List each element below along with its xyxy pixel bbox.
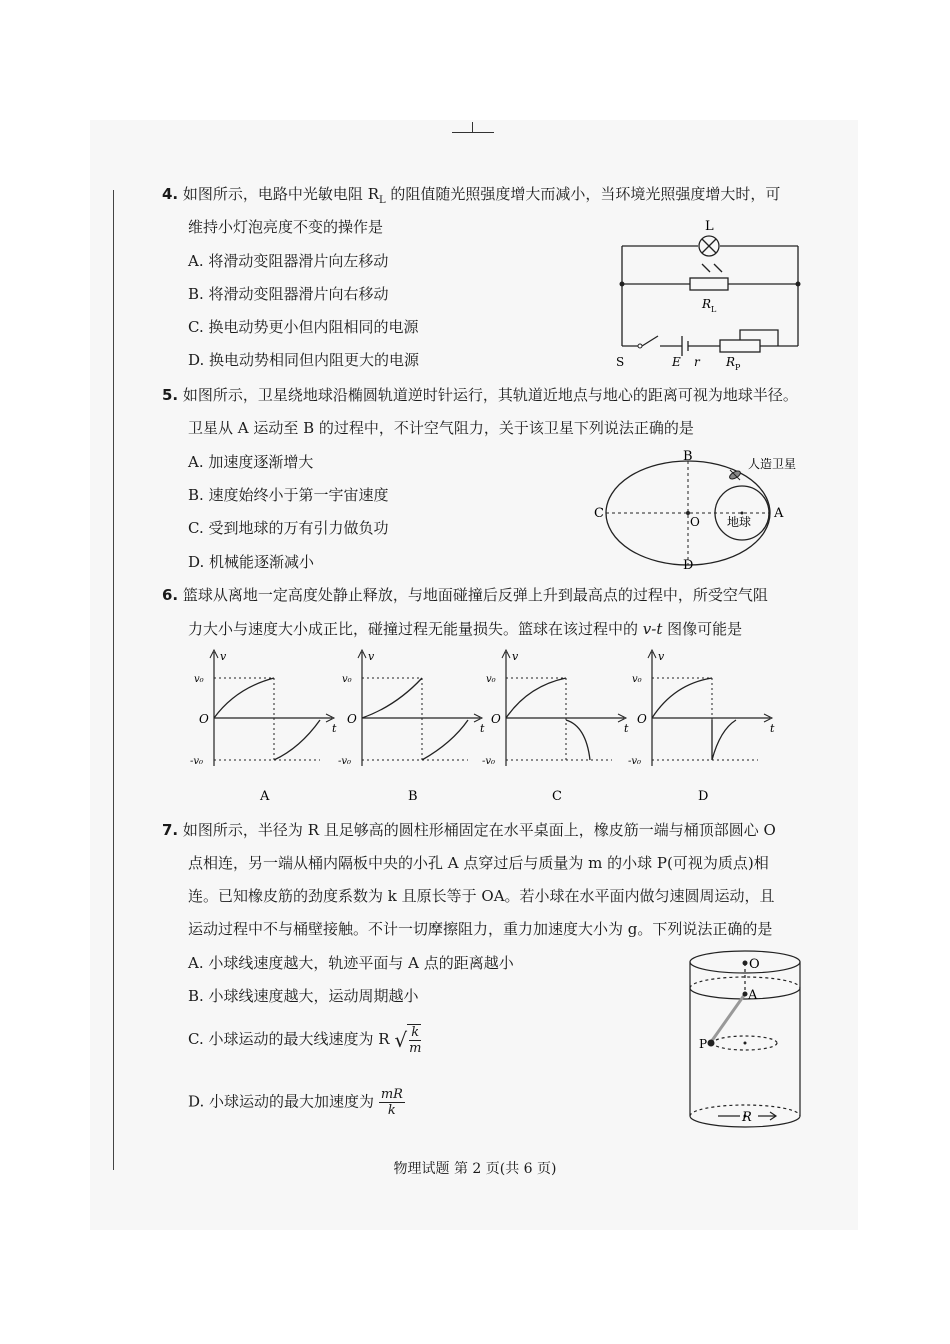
margin-rule (113, 190, 114, 1170)
v0-label: v₀ (486, 674, 496, 685)
rheostat-icon (720, 340, 760, 352)
origin-label: O (637, 712, 647, 726)
vt-graph-c[interactable] (482, 648, 632, 808)
cylinder-diagram (680, 946, 810, 1136)
rp-sub-label: P (735, 363, 741, 372)
emf-label: E (672, 355, 681, 369)
t-axis-label: t (480, 722, 485, 735)
point-b-label: B (683, 449, 693, 464)
label-o: O (749, 957, 760, 972)
q4-option-c[interactable]: C. 换电动势更小但内阻相同的电源 (188, 318, 419, 336)
q6-number: 6. (162, 586, 179, 604)
rp-label: R (726, 355, 736, 369)
origin-label: O (491, 712, 501, 726)
origin-label: O (199, 712, 209, 726)
q4-number: 4. (162, 185, 179, 203)
internal-r-label: r (694, 355, 700, 369)
neg-v0-label: -v₀ (338, 756, 352, 767)
rubber-band (711, 994, 745, 1042)
rebound-curve (712, 720, 736, 760)
t-axis-label: t (624, 722, 629, 735)
q4-line1: 4. 如图所示，电路中光敏电阻 $R_L$ 的阻值随光照强度增大而减小，当环境光照强度增大时，可 (162, 185, 781, 206)
rl-sub-label: L (711, 305, 717, 314)
rl-label: R (702, 297, 712, 311)
graph-label: D (698, 789, 709, 804)
d-fraction: $\frac{mR}{k}$ (380, 1087, 403, 1118)
q4-option-a[interactable]: A. 将滑动变阻器滑片向左移动 (188, 252, 389, 270)
t-axis-label: t (332, 722, 337, 735)
v0-label: v₀ (342, 674, 352, 685)
fall-curve (362, 678, 422, 718)
t-axis-label: t (770, 722, 775, 735)
v-axis-label: v (368, 650, 375, 663)
v0-label: v₀ (632, 674, 642, 685)
lamp-label: L (705, 219, 714, 234)
fall-curve (506, 678, 566, 718)
q5-number: 5. (162, 386, 179, 404)
ball-p-icon (708, 1040, 715, 1047)
q4-line2: 维持小灯泡亮度不变的操作是 (188, 218, 384, 236)
label-r: R (742, 1110, 752, 1125)
vt-graph-a[interactable] (190, 648, 340, 808)
q4-option-d[interactable]: D. 换电动势相同但内阻更大的电源 (188, 351, 420, 369)
switch-label: S (616, 355, 625, 369)
satellite-icon (728, 469, 741, 480)
q5-option-a[interactable]: A. 加速度逐渐增大 (188, 453, 314, 471)
point-d-label: D (683, 558, 694, 570)
rebound-curve (422, 720, 468, 760)
fall-curve (214, 678, 274, 718)
point-a-label: A (774, 506, 784, 521)
point-a-dot (743, 992, 748, 997)
point-c-label: C (594, 506, 604, 521)
earth-label: 地球 (727, 515, 752, 529)
v-axis-label: v (512, 650, 519, 663)
q5-option-d[interactable]: D. 机械能逐渐减小 (188, 553, 315, 571)
origin-label: O (347, 712, 357, 726)
center-o-label: O (690, 515, 700, 529)
circuit-diagram (610, 212, 810, 372)
q7-line2: 点相连，另一端从桶内隔板中央的小孔 A 点穿过后与质量为 m 的小球 P(可视为质点)相 (188, 854, 769, 872)
page-top-mark (452, 122, 494, 133)
q7-option-c[interactable]: C. 小球运动的最大线速度为 R √ $\frac{k}{m}$ (188, 1025, 422, 1056)
vt-graph-b[interactable] (338, 648, 488, 808)
q7-line4: 运动过程中不与桶壁接触。不计一切摩擦阻力，重力加速度大小为 g。下列说法正确的是 (188, 920, 773, 938)
q7-option-b[interactable]: B. 小球线速度越大，运动周期越小 (188, 987, 419, 1005)
v0-label: v₀ (194, 674, 204, 685)
neg-v0-label: -v₀ (628, 756, 642, 767)
rebound-curve (274, 720, 320, 760)
q7-option-a[interactable]: A. 小球线速度越大，轨迹平面与 A 点的距离越小 (188, 954, 514, 972)
graph-label: B (408, 789, 418, 804)
q5-line1: 5. 如图所示，卫星绕地球沿椭圆轨道逆时针运行，其轨道近地点与地心的距离可视为地球半径。 (162, 386, 798, 404)
page-footer: 物理试题 第 2 页(共 6 页) (393, 1161, 557, 1177)
c-fraction: $\frac{k}{m}$ (409, 1025, 422, 1056)
q6-line1: 6. 篮球从离地一定高度处静止释放，与地面碰撞后反弹上升到最高点的过程中，所受空气阻 (162, 586, 768, 604)
rebound-curve (566, 720, 590, 760)
label-a: A (748, 988, 758, 1003)
q6-line2: 力大小与速度大小成正比，碰撞过程无能量损失。篮球在该过程中的 v-t 图像可能是 (188, 620, 743, 638)
q7-number: 7. (162, 821, 179, 839)
vt-graph-d[interactable] (628, 648, 778, 808)
sqrt-symbol: √ (394, 1028, 408, 1052)
label-p: P (699, 1037, 708, 1051)
q7-line3: 连。已知橡皮筋的劲度系数为 k 且原长等于 OA。若小球在水平面内做匀速圆周运动，且 (188, 887, 775, 905)
q5-option-c[interactable]: C. 受到地球的万有引力做负功 (188, 519, 389, 537)
v-axis-label: v (658, 650, 665, 663)
fall-curve (652, 678, 712, 718)
v-axis-label: v (220, 650, 227, 663)
point-o-dot (743, 961, 748, 966)
neg-v0-label: -v₀ (482, 756, 496, 767)
q5-option-b[interactable]: B. 速度始终小于第一宇宙速度 (188, 486, 389, 504)
graph-label: C (552, 789, 562, 804)
q7-option-d[interactable]: D. 小球运动的最大加速度为 $\frac{mR}{k}$ (188, 1087, 403, 1118)
orbit-diagram (590, 448, 820, 570)
satellite-label: 人造卫星 (748, 457, 797, 471)
neg-v0-label: -v₀ (190, 756, 204, 767)
q7-line1: 7. 如图所示，半径为 R 且足够高的圆柱形桶固定在水平桌面上，橡皮筋一端与桶顶部圆心 O (162, 821, 776, 839)
photoresistor-icon (690, 278, 728, 290)
switch-icon (642, 336, 658, 346)
q5-line2: 卫星从 A 运动至 B 的过程中，不计空气阻力，关于该卫星下列说法正确的是 (188, 419, 694, 437)
q4-option-b[interactable]: B. 将滑动变阻器滑片向右移动 (188, 285, 389, 303)
graph-label: A (260, 789, 270, 804)
